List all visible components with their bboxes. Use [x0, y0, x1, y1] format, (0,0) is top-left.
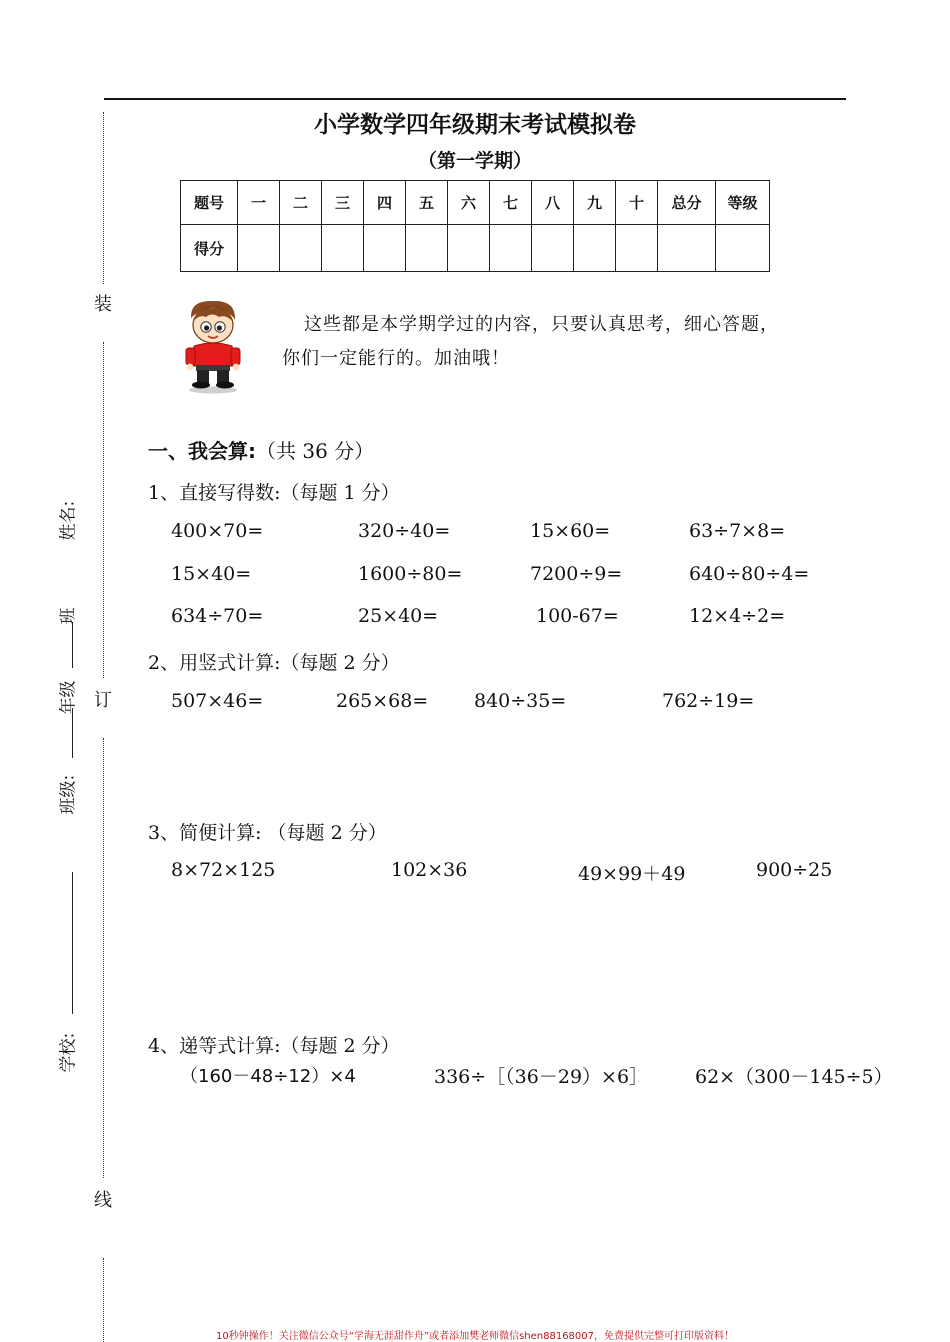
- table-cell: 总分: [658, 181, 716, 225]
- q2-problem: 507×46=: [171, 690, 264, 712]
- q1-problem: 15×60=: [530, 520, 611, 542]
- score-cell[interactable]: [658, 225, 716, 272]
- table-cell: 得分: [181, 225, 238, 272]
- q1-problem: 320÷40=: [358, 520, 451, 542]
- score-cell[interactable]: [364, 225, 406, 272]
- class-label: 班级:: [58, 774, 79, 815]
- section-1-title: 一、我会算:: [148, 439, 256, 463]
- score-cell[interactable]: [406, 225, 448, 272]
- table-cell: 二: [280, 181, 322, 225]
- binding-dotted-line: [103, 738, 104, 1178]
- q2-problem: 840÷35=: [474, 690, 567, 712]
- q4-problem: 336÷［（36－29）×6］: [434, 1066, 649, 1088]
- q4-problem: （160－48÷12）×4: [180, 1066, 356, 1087]
- q3-title: 3、简便计算: （每题 2 分）: [148, 822, 387, 844]
- page-subtitle: （第一学期）: [417, 150, 532, 172]
- name-label: 姓名:: [58, 500, 79, 541]
- top-rule: [104, 98, 846, 100]
- q1-problem: 15×40=: [171, 563, 252, 585]
- binding-mark-zhuang: 装: [94, 294, 112, 315]
- school-blank-line[interactable]: [72, 872, 73, 1014]
- q4-problem: 62×（300－145÷5）: [695, 1066, 893, 1088]
- q1-problem: 12×4÷2=: [689, 605, 786, 627]
- score-cell[interactable]: [574, 225, 616, 272]
- table-cell: 九: [574, 181, 616, 225]
- q2-problem: 265×68=: [336, 690, 429, 712]
- table-cell: 七: [490, 181, 532, 225]
- q3-problem: 8×72×125: [171, 859, 276, 881]
- q1-problem: 1600÷80=: [358, 563, 463, 585]
- school-label: 学校:: [58, 1032, 79, 1073]
- table-cell: 一: [238, 181, 280, 225]
- table-cell: 十: [616, 181, 658, 225]
- class-suffix: 班: [58, 607, 79, 625]
- score-cell[interactable]: [490, 225, 532, 272]
- table-cell: 六: [448, 181, 490, 225]
- q1-problem: 640÷80÷4=: [689, 563, 810, 585]
- cartoon-boy-illustration: [182, 298, 244, 394]
- q1-problem: 400×70=: [171, 520, 264, 542]
- section-1-points: （共 36 分）: [256, 439, 375, 463]
- table-cell: 四: [364, 181, 406, 225]
- q1-title: 1、直接写得数:（每题 1 分）: [148, 482, 400, 504]
- table-cell: 八: [532, 181, 574, 225]
- encouragement-line-2: 你们一定能行的。加油哦！: [282, 348, 510, 369]
- binding-mark-ding: 订: [94, 690, 112, 711]
- section-1-heading: [148, 435, 374, 464]
- binding-mark-xian: 线: [94, 1190, 112, 1211]
- score-cell[interactable]: [322, 225, 364, 272]
- score-cell[interactable]: [616, 225, 658, 272]
- table-cell: 题号: [181, 181, 238, 225]
- grade-blank-line[interactable]: [72, 708, 73, 758]
- q2-problem: 762÷19=: [662, 690, 755, 712]
- q1-problem: 63÷7×8=: [689, 520, 786, 542]
- score-table-score-row: [181, 225, 770, 272]
- score-cell[interactable]: [716, 225, 770, 272]
- table-cell: 五: [406, 181, 448, 225]
- q1-problem: 100-67=: [536, 605, 619, 627]
- score-cell[interactable]: [448, 225, 490, 272]
- footer-promo-text: 10秒钟操作！关注微信公众号“学海无涯甜作舟”或者添加樊老师微信shen88168007，免费提供完整可打印版资料！: [215, 1331, 735, 1342]
- q3-problem: 49×99＋49: [578, 863, 686, 885]
- q1-problem: 25×40=: [358, 605, 439, 627]
- q1-problem: 7200÷9=: [530, 563, 623, 585]
- encouragement-line-1: 这些都是本学期学过的内容，只要认真思考，细心答题，: [304, 314, 779, 335]
- score-cell[interactable]: [532, 225, 574, 272]
- q1-problem: 634÷70=: [171, 605, 264, 627]
- score-cell[interactable]: [280, 225, 322, 272]
- q4-title: 4、递等式计算:（每题 2 分）: [148, 1035, 400, 1057]
- q3-problem: 900÷25: [756, 859, 833, 881]
- score-table: [180, 180, 770, 272]
- grade-suffix: 年级: [58, 680, 79, 715]
- q3-problem: 102×36: [391, 859, 468, 881]
- class-blank-line[interactable]: [72, 622, 73, 668]
- binding-dotted-line: [103, 342, 104, 678]
- page-title: 小学数学四年级期末考试模拟卷: [314, 112, 636, 138]
- table-cell: 等级: [716, 181, 770, 225]
- q2-title: 2、用竖式计算:（每题 2 分）: [148, 652, 400, 674]
- score-cell[interactable]: [238, 225, 280, 272]
- table-cell: 三: [322, 181, 364, 225]
- score-table-header-row: [181, 181, 770, 225]
